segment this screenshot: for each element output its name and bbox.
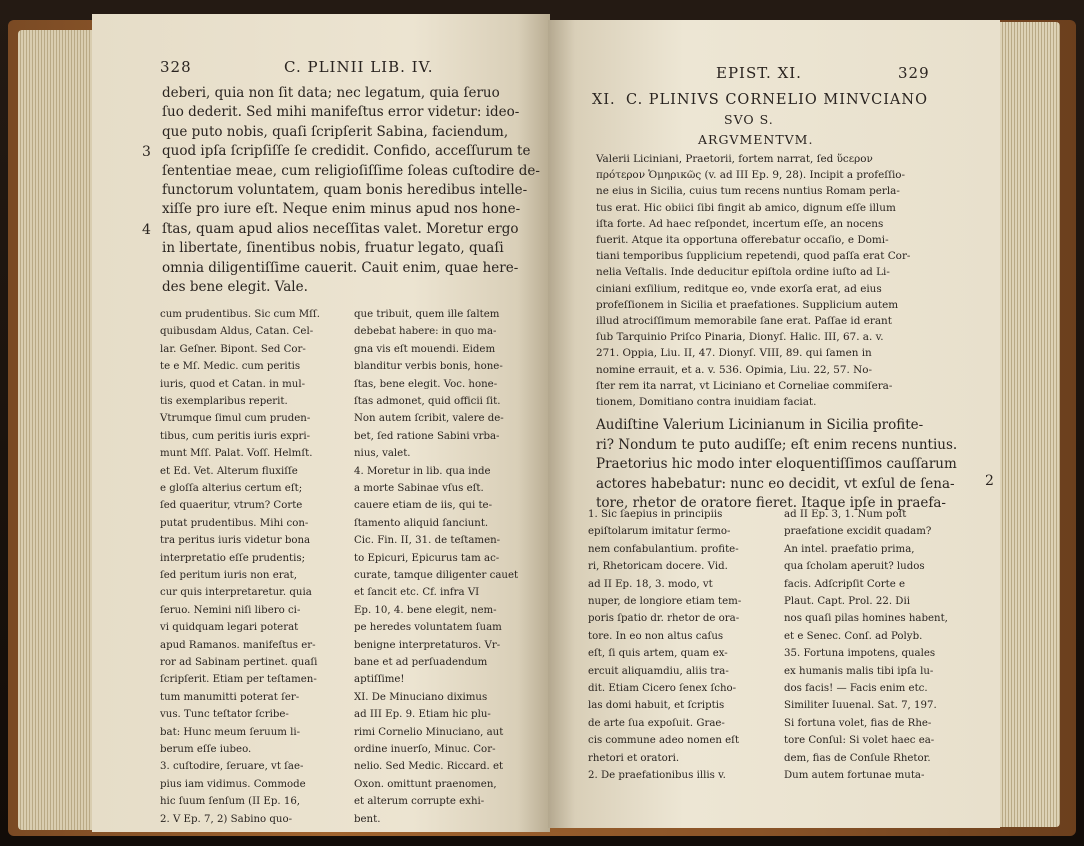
footnote-line: tum manumitti poterat ſer- [160, 691, 300, 703]
footnote-line: ad III Ep. 9. Etiam hic plu- [354, 709, 491, 721]
argument-line: tus erat. Hic obiici ſibi fingit ab amico, dignum eſſe illum [596, 201, 896, 214]
footnote-line: 3. cuſtodire, ſeruare, vt ſae- [160, 761, 304, 773]
footnote-line: quibusdam Aldus, Catan. Cel- [160, 326, 314, 338]
right-page-edges [990, 22, 1060, 827]
text-line: Audiſtine Valerium Licinianum in Sicilia profite- [596, 417, 924, 433]
footnote-line: ſtamento aliquid ſanciunt. [354, 517, 489, 529]
footnote-line: 35. Fortuna impotens, quales [784, 648, 936, 660]
footnote-line: blanditur verbis bonis, hone- [354, 361, 503, 373]
argument-line: ciniani exſilium, reditque eo, vnde exorſa erat, ad eius [596, 282, 882, 295]
argument-line: 271. Oppia, Liu. II, 47. Dionyſ. VIII, 89. qui ſamen in [596, 347, 872, 360]
footnote-line: ri, Rhetoricam docere. Vid. [588, 561, 728, 573]
footnote-line: vus. Tunc teſtator ſcribe- [160, 709, 289, 721]
footnote-line: Plaut. Capt. Prol. 22. Dii [784, 596, 910, 607]
footnote-line: et Ed. Vet. Alterum fluxiſſe [160, 465, 298, 477]
footnote-line: ercuit aliquamdiu, aliis tra- [588, 665, 729, 677]
text-line: des bene elegit. Vale. [162, 279, 308, 295]
footnote-line: rimi Cornelio Minuciano, aut [354, 726, 504, 738]
footnote-line: tis exemplaribus reperit. [160, 396, 288, 407]
footnote-line: ordine inuerſo, Minuc. Cor- [354, 744, 496, 755]
footnote-line: eſt, ſi quis artem, quam ex- [588, 648, 728, 660]
footnote-line: cauere etiam de iis, qui te- [354, 500, 493, 512]
text-line: actores habebatur: nunc eo decidit, vt exſul de ſena- [596, 475, 955, 492]
text-line: omnia diligentiſſime cauerit. Cauit enim, quae here- [162, 259, 519, 276]
right-page [548, 20, 1000, 828]
footnote-line: cur quis interpretaretur. quia [160, 587, 312, 599]
argument-line: πρότερον Ὁμηρικῶς (v. ad III Ep. 9, 28). Incipit a profeſſio- [596, 169, 906, 182]
footnote-line: XI. De Minuciano diximus [354, 691, 488, 703]
footnote-line: 1. Sic ſaepius in principiis [588, 509, 723, 520]
footnote-line: Vtrumque ſimul cum pruden- [160, 413, 311, 425]
footnote-line: nelio. Sed Medic. Riccard. et [354, 761, 504, 773]
footnote-line: Non autem ſcribit, valere de- [354, 413, 504, 425]
argument-line: tionem, Domitiano contra inuidiam faciat. [596, 396, 817, 408]
footnote-line: a morte Sabinae vſus eſt. [354, 483, 484, 494]
footnote-line: Oxon. omittunt praenomen, [354, 778, 497, 790]
footnote-line: bat: Hunc meum ſeruum li- [160, 726, 301, 738]
margin-number: 4 [142, 222, 151, 238]
footnote-line: tra peritus iuris videtur bona [160, 535, 311, 547]
footnote-line: et ſancit etc. Cf. infra VI [354, 587, 480, 599]
footnote-line: dit. Etiam Cicero ſenex ſcho- [588, 683, 737, 694]
text-line: quod ipſa ſcripſiſſe ſe credidit. Confido, acceſſurum te [162, 143, 531, 160]
argument-line: fuerit. Atque ita opportuna offerebatur occaſio, e Domi- [596, 234, 889, 246]
argument-line: iſta forte. Ad haec reſpondet, incertum eſſe, an nocens [596, 217, 884, 230]
footnote-line: 2. De praefationibus illis v. [588, 770, 726, 781]
footnote-line: nius, valet. [354, 448, 411, 460]
footnote-line: apud Ramanos. manifeſtus er- [160, 639, 316, 651]
argument-line: nomine errauit, et a. v. 536. Opimia, Liu. 22, 57. No- [596, 363, 872, 376]
footnote-line: hic ſuum ſenſum (II Ep. 16, [160, 796, 301, 808]
text-line: ſtas, quam apud alios neceſſitas valet. Moretur ergo [162, 220, 519, 237]
footnote-line: nos quaſi pilas homines habent, [784, 613, 948, 625]
footnote-line: aptiſſime! [354, 674, 405, 686]
text-line: ſuo dederit. Sed mihi manifeſtus error videtur: ideo- [162, 104, 520, 121]
footnote-line: pe heredes voluntatem ſuam [354, 622, 502, 634]
argument-line: ſter rem ita narrat, vt Liciniano et Corneliae commiſera- [596, 379, 893, 392]
footnote-line: nem confabulantium. profite- [588, 543, 739, 555]
left-page [92, 14, 550, 832]
footnote-line: bane et ad perſuadendum [354, 657, 488, 668]
footnote-line: epiſtolarum imitatur ſermo- [588, 526, 731, 538]
footnote-line: las domi habuit, et ſcriptis [588, 700, 725, 712]
argument-line: tiani temporibus ſupplicium repetendi, quod paſſa erat Cor- [596, 250, 911, 263]
footnote-line: bent. [354, 813, 381, 825]
footnote-line: ad II Ep. 3, 1. Num poſt [784, 509, 907, 520]
argument-line: profeſſionem in Sicilia et praefationes. Supplicium autem [596, 298, 899, 311]
argument-line: ne eius in Sicilia, cuius tum recens nuntius Romam perla- [596, 185, 900, 198]
footnote-line: interpretatio eſſe prudentis; [160, 552, 306, 564]
margin-number: 2 [985, 473, 994, 489]
footnote-line: berum eſſe iubeo. [160, 744, 252, 755]
footnote-line: cum prudentibus. Sic cum Mſſ. [160, 309, 320, 320]
footnote-line: ſed quaeritur, vtrum? Corte [160, 500, 303, 512]
footnote-line: Cic. Fin. II, 31. de teſtamen- [354, 535, 501, 547]
text-line: xiſſe pro iure eſt. Neque enim minus apud nos hone- [162, 201, 521, 218]
footnote-line: lar. Geſner. Bipont. Sed Cor- [160, 343, 306, 355]
footnote-line: ſeruo. Nemini niſi libero ci- [160, 604, 301, 616]
footnote-line: Ep. 10, 4. bene elegit, nem- [354, 604, 497, 616]
footnote-line: qua ſcholam aperuit? ludos [784, 561, 925, 573]
running-head-right: EPIST. XI. [716, 64, 802, 82]
footnote-line: praefatione excidit quadam? [784, 526, 932, 538]
footnote-line: facis. Adſcripſit Corte e [784, 578, 906, 590]
letter-title: C. PLINIVS CORNELIO MINVCIANO [626, 92, 928, 108]
argument-line: illud atrociſſimum memorabile ſane erat. Paſſae id erant [596, 315, 892, 327]
footnote-line: benigne interpretaturos. Vr- [354, 639, 501, 651]
footnote-line: vi quidquam legari poterat [160, 622, 299, 634]
footnote-line: de arte ſua expoſuit. Grae- [588, 717, 725, 729]
argument-line: nelia Veſtalis. Inde deducitur epiſtola ordine iuſto ad Li- [596, 266, 890, 279]
footnote-line: rhetori et oratori. [588, 752, 680, 764]
footnote-line: ſed peritum iuris non erat, [160, 570, 298, 581]
footnote-line: cis commune adeo nomen eſt [588, 735, 740, 747]
text-line: Praetorius hic modo inter eloquentiſſimos cauſſarum [596, 456, 957, 473]
text-line: deberi, quia non ſit data; nec legatum, quia ſeruo [162, 85, 500, 101]
footnote-line: 2. V Ep. 7, 2) Sabino quo- [160, 813, 293, 825]
footnote-line: dem, fias de Conſule Rhetor. [784, 752, 931, 764]
footnote-line: 4. Moretur in lib. qua inde [354, 465, 491, 477]
footnote-line: et alterum corrupte exhi- [354, 796, 485, 808]
text-line: functorum voluntatem, quam bonis heredibus intelle- [162, 182, 528, 198]
footnote-line: et e Senec. Conſ. ad Polyb. [784, 630, 923, 642]
page-number-right: 329 [898, 64, 930, 82]
footnote-line: munt Mſſ. Palat. Voſſ. Helmſt. [160, 448, 313, 460]
footnote-line: ad II Ep. 18, 3. modo, vt [588, 578, 713, 590]
argument-line: Valerii Liciniani, Praetorii, fortem narrat, ſed ὕϲερον [596, 153, 873, 165]
footnote-line: debebat habere: in quo ma- [354, 326, 497, 338]
footnote-line: que tribuit, quem ille ſaltem [354, 309, 500, 320]
footnote-line: Similiter Iuuenal. Sat. 7, 197. [784, 700, 937, 712]
letter-number: XI. [592, 92, 616, 108]
footnote-line: ror ad Sabinam pertinet. quaſi [160, 657, 318, 668]
footnote-line: tore Conſul: Si volet haec ea- [784, 735, 935, 747]
footnote-line: ex humanis malis tibi ipſa lu- [784, 665, 934, 677]
salutation: SVO S. [724, 112, 774, 127]
footnote-line: Dum autem fortunae muta- [784, 770, 925, 781]
footnote-line: ſcripſerit. Etiam per teſtamen- [160, 674, 317, 686]
footnote-line: e gloſſa alterius certum eſt; [160, 483, 303, 494]
argument-line: ſub Tarquinio Priſco Pinaria, Dionyſ. Halic. III, 67. a. v. [596, 331, 884, 344]
footnote-line: poris ſpatio dr. rhetor de ora- [588, 613, 740, 625]
footnote-line: Si fortuna volet, fias de Rhe- [784, 717, 932, 729]
footnote-line: dos facis! — Facis enim etc. [784, 683, 928, 694]
footnote-line: An intel. praefatio prima, [784, 543, 915, 555]
footnote-line: pius iam vidimus. Commode [160, 778, 306, 790]
text-line: ſententiae meae, cum religioſiſſime ſoleas cuſtodire de- [162, 162, 540, 179]
footnote-line: curate, tamque diligenter cauet [354, 570, 519, 581]
argument-heading: ARGVMENTVM. [698, 132, 814, 147]
footnote-line: tibus, cum peritis iuris expri- [160, 430, 311, 442]
page-number-left: 328 [160, 58, 192, 76]
footnote-line: gna vis eſt mouendi. Eidem [354, 343, 496, 355]
footnote-line: ſtas, bene elegit. Voc. hone- [354, 378, 498, 390]
margin-number: 3 [142, 144, 151, 160]
footnote-line: iuris, quod et Catan. in mul- [160, 378, 306, 390]
footnote-line: nuper, de longiore etiam tem- [588, 596, 742, 607]
footnote-line: bet, ſed ratione Sabini vrba- [354, 430, 500, 442]
text-line: ri? Nondum te puto audiſſe; eſt enim recens nuntius. [596, 436, 958, 453]
text-line: que puto nobis, quaſi ſcripſerit Sabina, faciendum, [162, 123, 509, 140]
footnote-line: ſtas admonet, quid officii ſit. [354, 396, 501, 407]
footnote-line: te e Mſ. Medic. cum peritis [160, 361, 301, 373]
text-line: tore, rhetor de oratore fieret. Itaque ipſe in praefa- [596, 495, 946, 512]
footnote-line: to Epicuri, Epicurus tam ac- [354, 552, 500, 564]
footnote-line: putat prudentibus. Mihi con- [160, 517, 309, 529]
text-line: in libertate, ſinentibus nobis, fruatur legato, quaſi [162, 240, 504, 257]
running-head-left: C. PLINII LIB. IV. [284, 58, 434, 76]
footnote-line: tore. In eo non altus caſus [588, 630, 724, 642]
